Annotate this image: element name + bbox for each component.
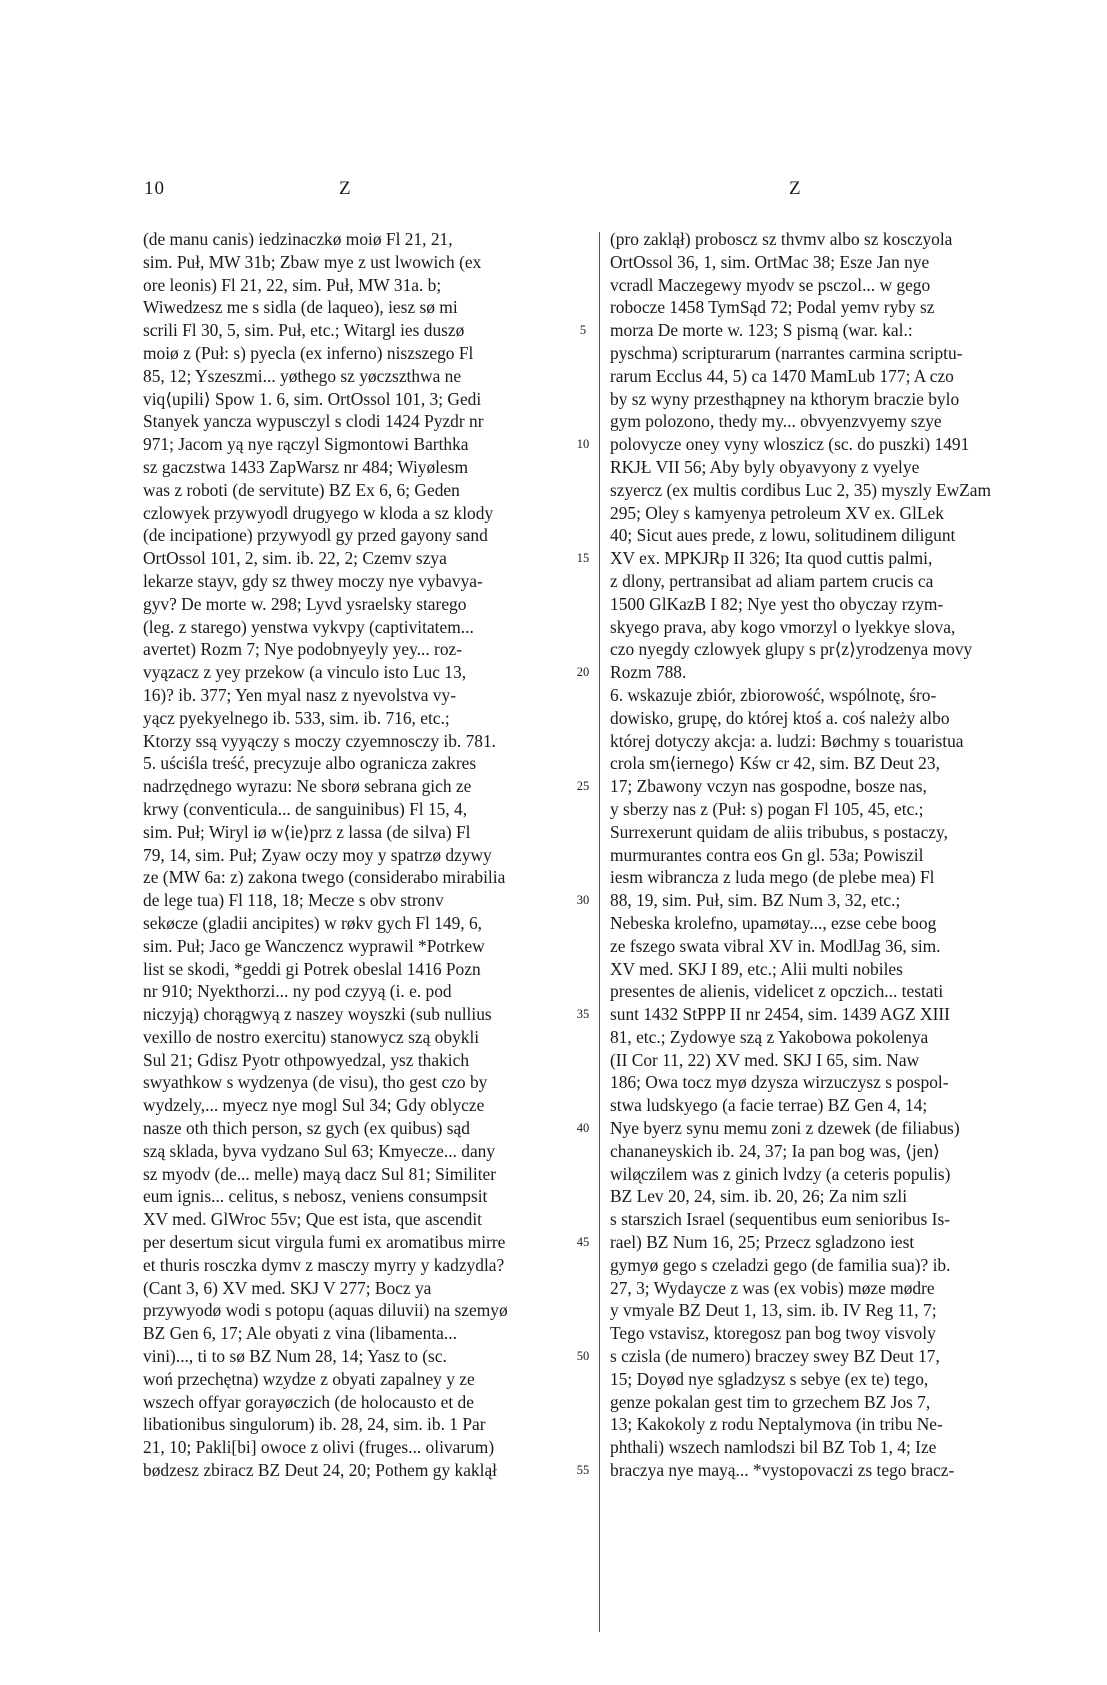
text-line: per desertum sicut virgula fumi ex aromatibus mirre bbox=[143, 1232, 506, 1253]
page-header bbox=[0, 178, 1107, 202]
text-line: Stanyek yancza wypusczyl s clodi 1424 Pyzdr nr bbox=[143, 411, 484, 432]
text-line: Nye byerz synu memu zoni z dzewek (de filiabus) bbox=[610, 1118, 960, 1139]
text-line: rael) BZ Num 16, 25; Przecz sgladzono iest bbox=[610, 1232, 915, 1253]
text-line: 21, 10; Pakli[bi] owoce z olivi (fruges... olivarum) bbox=[143, 1437, 495, 1458]
text-line: 88, 19, sim. Puł, sim. BZ Num 3, 32, etc.; bbox=[610, 890, 901, 911]
text-line: vini)..., ti to sø BZ Num 28, 14; Yasz to (sc. bbox=[143, 1346, 447, 1367]
text-line: 16)? ib. 377; Yen myal nasz z nyevolstva vy- bbox=[143, 684, 456, 705]
line-number: 55 bbox=[576, 1463, 590, 1478]
text-line: crola sm⟨iernego⟩ Kśw cr 42, sim. BZ Deut 23, bbox=[610, 753, 940, 774]
text-line: Nebeska krolefno, upamøtay..., ezse cebe boog bbox=[610, 912, 937, 933]
line-number: 10 bbox=[576, 437, 590, 452]
text-line: ore leonis) Fl 21, 22, sim. Puł, MW 31a. b; bbox=[143, 274, 442, 295]
text-line: eum ignis... celitus, s nebosz, veniens consumpsit bbox=[143, 1186, 488, 1207]
text-line: Tego vstavisz, ktoregosz pan bog twoy visvoly bbox=[610, 1323, 936, 1344]
text-line: 186; Owa tocz myø dzysza wirzuczysz s pospol- bbox=[610, 1072, 949, 1093]
text-line: niczyją) chorągwyą z naszey woyszki (sub nullius bbox=[143, 1004, 492, 1025]
text-line: sekøcze (gladii ancipites) w røkv gych Fl 149, 6, bbox=[143, 912, 483, 933]
text-line: 79, 14, sim. Puł; Zyaw oczy moy y spatrzø dzywy bbox=[143, 844, 492, 865]
line-number: 20 bbox=[576, 665, 590, 680]
text-line: Surrexerunt quidam de aliis tribubus, s postaczy, bbox=[610, 821, 948, 842]
text-line: 81, etc.; Zydowye szą z Yakobowa pokolenya bbox=[610, 1026, 929, 1047]
text-line: 85, 12; Yszeszmi... yøthego sz yøczszthwa ne bbox=[143, 365, 462, 386]
text-line: s starszich Israel (sequentibus eum senioribus Is- bbox=[610, 1209, 951, 1230]
text-line: (de incipatione) przywyodl gy przed gayony sand bbox=[143, 525, 488, 546]
text-line: dowisko, grupę, do której ktoś a. coś należy albo bbox=[610, 707, 950, 728]
line-number: 25 bbox=[576, 779, 590, 794]
text-line: 1500 GlKazB I 82; Nye yest tho obyczay rzym- bbox=[610, 593, 944, 614]
text-line: skyego prava, aby kogo vmorzyl o lyekkye slova, bbox=[610, 616, 956, 637]
right-headword: Z bbox=[789, 178, 802, 199]
text-line: Rozm 788. bbox=[610, 662, 687, 683]
text-line: woń przechętna) wzydze z obyati zapalney y ze bbox=[143, 1368, 475, 1389]
line-number: 5 bbox=[579, 323, 587, 338]
text-line: której dotyczy akcja: a. ludzi: Bøchmy s touaristua bbox=[610, 730, 964, 751]
text-line: gym polozono, thedy my... obvyenzvyemy szye bbox=[610, 411, 942, 432]
text-line: sz myodv (de... melle) mayą dacz Sul 81; Similiter bbox=[143, 1163, 497, 1184]
text-line: szyercz (ex multis cordibus Luc 2, 35) myszly EwZam bbox=[610, 479, 992, 500]
line-number: 40 bbox=[576, 1121, 590, 1136]
text-line: phthali) wszech namlodszi bil BZ Tob 1, 4; Ize bbox=[610, 1437, 937, 1458]
text-line: ze fszego swata vibral XV in. ModlJag 36, sim. bbox=[610, 935, 941, 956]
column-divider bbox=[599, 232, 600, 1632]
text-line: wszech offyar gorayøczich (de holocausto et de bbox=[143, 1391, 474, 1412]
text-line: (leg. z starego) yenstwa vykvpy (captivitatem... bbox=[143, 616, 474, 637]
text-line: was z roboti (de servitute) BZ Ex 6, 6; Geden bbox=[143, 479, 460, 500]
text-line: 15; Doyød nye sgladzysz s sebye (ex te) tego, bbox=[610, 1368, 929, 1389]
text-line: 6. wskazuje zbiór, zbiorowość, wspólnotę, śro- bbox=[610, 684, 937, 705]
text-line: yącz pyekyelnego ib. 533, sim. ib. 716, etc.; bbox=[143, 707, 450, 728]
text-line: scrili Fl 30, 5, sim. Puł, etc.; Witargl ies duszø bbox=[143, 320, 465, 341]
text-line: rarum Ecclus 44, 5) ca 1470 MamLub 177; A czo bbox=[610, 365, 954, 386]
text-line: vexillo de nostro exercitu) stanowycz szą obykli bbox=[143, 1026, 480, 1047]
text-line: sim. Puł; Jaco ge Wanczencz wyprawil *Potrkew bbox=[143, 935, 485, 956]
right-column bbox=[610, 228, 1028, 1482]
text-line: 971; Jacom yą nye rączyl Sigmontowi Barthka bbox=[143, 434, 469, 455]
text-line: sunt 1432 StPPP II nr 2454, sim. 1439 AGZ XIII bbox=[610, 1004, 950, 1025]
text-line: XV med. GlWroc 55v; Que est ista, que ascendit bbox=[143, 1209, 482, 1230]
text-line: vyązacz z yey przekow (a vinculo isto Luc 13, bbox=[143, 662, 467, 683]
text-line: presentes de alienis, videlicet z opczich... testati bbox=[610, 981, 944, 1002]
line-number: 35 bbox=[576, 1007, 590, 1022]
text-line: vcradl Maczegewy myodv se psczol... w gego bbox=[610, 274, 931, 295]
line-number: 15 bbox=[576, 551, 590, 566]
text-line: genze pokalan gest tim to grzechem BZ Jos 7, bbox=[610, 1391, 931, 1412]
text-line: 5. uściśla treść, precyzuje albo ogranicza zakres bbox=[143, 753, 477, 774]
text-line: 13; Kakokoly z rodu Neptalymova (in tribu Ne- bbox=[610, 1414, 943, 1435]
left-column bbox=[143, 228, 555, 1482]
text-line: gyv? De morte w. 298; Lyvd ysraelsky starego bbox=[143, 593, 467, 614]
text-line: OrtOssol 36, 1, sim. OrtMac 38; Esze Jan nye bbox=[610, 251, 930, 272]
text-line: list se skodi, *geddi gi Potrek obeslal 1416 Pozn bbox=[143, 958, 481, 979]
text-line: czo nyegdy czlowyek glupy s pr⟨z⟩yrodzenya movy bbox=[610, 639, 973, 660]
text-line: OrtOssol 101, 2, sim. ib. 22, 2; Czemv szya bbox=[143, 548, 447, 569]
text-line: stwa ludskyego (a facie terrae) BZ Gen 4, 14; bbox=[610, 1095, 928, 1116]
text-line: y sberzy nas z (Puł: s) pogan Fl 105, 45, etc.; bbox=[610, 798, 924, 819]
text-line: s czisla (de numero) braczey swey BZ Deut 17, bbox=[610, 1346, 940, 1367]
text-line: moiø z (Puł: s) pyecla (ex inferno) niszszego Fl bbox=[143, 342, 474, 363]
text-line: RKJŁ VII 56; Aby byly obyavyony z vyelye bbox=[610, 456, 920, 477]
text-line: et thuris rosczka dymv z masczy myrry y kadzydla? bbox=[143, 1254, 505, 1275]
text-line: libationibus singulorum) ib. 28, 24, sim. ib. 1 Par bbox=[143, 1414, 486, 1435]
text-line: ze (MW 6a: z) zakona twego (considerabo mirabilia bbox=[143, 867, 506, 888]
text-line: (II Cor 11, 22) XV med. SKJ I 65, sim. Naw bbox=[610, 1049, 920, 1070]
page-number: 10 bbox=[144, 178, 165, 199]
text-line: avertet) Rozm 7; Nye podobnyeyly yey... roz- bbox=[143, 639, 463, 660]
text-line: szą sklada, byva vydzano Sul 63; Kmyecze... dany bbox=[143, 1140, 496, 1161]
text-line: de lege tua) Fl 118, 18; Mecze s obv stronv bbox=[143, 890, 444, 911]
text-line: braczya nye mayą... *vystopovaczi zs tego bracz- bbox=[610, 1460, 955, 1481]
text-line: by sz wyny przesthąpney na kthorym braczie bylo bbox=[610, 388, 960, 409]
text-line: pyschma) scripturarum (narrantes carmina scriptu- bbox=[610, 342, 963, 363]
text-line: wilø̨czilem was z ginich lvdzy (a ceteris populis) bbox=[610, 1163, 951, 1184]
text-line: (Cant 3, 6) XV med. SKJ V 277; Bocz ya bbox=[143, 1277, 432, 1298]
text-line: viq⟨upili⟩ Spow 1. 6, sim. OrtOssol 101, 3; Gedi bbox=[143, 388, 482, 409]
text-line: polovycze oney vyny wloszicz (sc. do puszki) 1491 bbox=[610, 434, 970, 455]
text-line: XV ex. MPKJRp II 326; Ita quod cuttis palmi, bbox=[610, 548, 933, 569]
text-line: 40; Sicut aues prede, z lowu, solitudinem diligunt bbox=[610, 525, 956, 546]
text-line: murmurantes contra eos Gn gl. 53a; Powiszil bbox=[610, 844, 924, 865]
text-line: Wiwedzesz me s sidla (de laqueo), iesz sø mi bbox=[143, 297, 458, 318]
text-line: z dlony, pertransibat ad aliam partem crucis ca bbox=[610, 570, 934, 591]
text-line: nasze oth thich person, sz gych (ex quibus) sąd bbox=[143, 1118, 470, 1139]
line-number: 45 bbox=[576, 1235, 590, 1250]
text-line: nr 910; Nyekthorzi... ny pod czyyą (i. e. pod bbox=[143, 981, 452, 1002]
left-headword: Z bbox=[339, 178, 352, 199]
text-line: czlowyek przywyodl drugyego w kloda a sz klody bbox=[143, 502, 494, 523]
text-line: BZ Gen 6, 17; Ale obyati z vina (libamenta... bbox=[143, 1323, 457, 1344]
text-line: krwy (conventicula... de sanguinibus) Fl 15, 4, bbox=[143, 798, 468, 819]
text-line: chananeyskich ib. 24, 37; Ia pan bog was, ⟨jen⟩ bbox=[610, 1140, 940, 1161]
text-line: robocze 1458 TymSąd 72; Podal yemv ryby sz bbox=[610, 297, 935, 318]
text-line: (de manu canis) iedzinaczkø moiø Fl 21, 21, bbox=[143, 229, 453, 249]
text-line: nadrzędnego wyrazu: Ne sborø sebrana gich ze bbox=[143, 776, 472, 797]
text-line: gymyø gego s czeladzi gego (de familia sua)? ib. bbox=[610, 1254, 951, 1275]
line-number: 50 bbox=[576, 1349, 590, 1364]
text-line: przywyodø wodi s potopu (aquas diluvii) na szemyø bbox=[143, 1300, 508, 1321]
line-number: 30 bbox=[576, 893, 590, 908]
text-line: 295; Oley s kamyenya petroleum XV ex. GlLek bbox=[610, 502, 944, 523]
text-line: sim. Puł, MW 31b; Zbaw mye z ust lwowich (ex bbox=[143, 251, 482, 272]
text-line: BZ Lev 20, 24, sim. ib. 20, 26; Za nim szli bbox=[610, 1186, 908, 1207]
text-line: 27, 3; Wydaycze z was (ex vobis) møze mødre bbox=[610, 1277, 935, 1298]
text-line: sim. Puł; Wiryl iø w⟨ie⟩prz z lassa (de silva) Fl bbox=[143, 821, 471, 842]
text-line: XV med. SKJ I 89, etc.; Alii multi nobiles bbox=[610, 958, 903, 979]
text-line: morza De morte w. 123; S pismą (war. kal.: bbox=[610, 320, 913, 341]
text-line: y vmyale BZ Deut 1, 13, sim. ib. IV Reg 11, 7; bbox=[610, 1300, 937, 1321]
text-line: Ktorzy ssą vyyączy s moczy czyemnosczy ib. 781. bbox=[143, 730, 497, 751]
text-line: sz gaczstwa 1433 ZapWarsz nr 484; Wiyølesm bbox=[143, 456, 469, 477]
text-line: (pro zaklął) proboscz sz thvmv albo sz kosczyola bbox=[610, 229, 953, 249]
text-line: lekarze stayv, gdy sz thwey moczy nye vybavya- bbox=[143, 570, 483, 591]
text-line: bødzesz zbiracz BZ Deut 24, 20; Pothem gy kaklął bbox=[143, 1460, 497, 1481]
text-line: iesm wibrancza z luda mego (de plebe mea) Fl bbox=[610, 867, 935, 888]
text-line: 17; Zbawony vczyn nas gospodne, bosze nas, bbox=[610, 776, 927, 797]
text-line: Sul 21; Gdisz Pyotr othpowyedzal, ysz thakich bbox=[143, 1049, 470, 1070]
text-line: swyathkow s wydzenya (de visu), tho gest czo by bbox=[143, 1072, 488, 1093]
text-line: wydzely,... myecz nye mogl Sul 34; Gdy oblycze bbox=[143, 1095, 485, 1116]
